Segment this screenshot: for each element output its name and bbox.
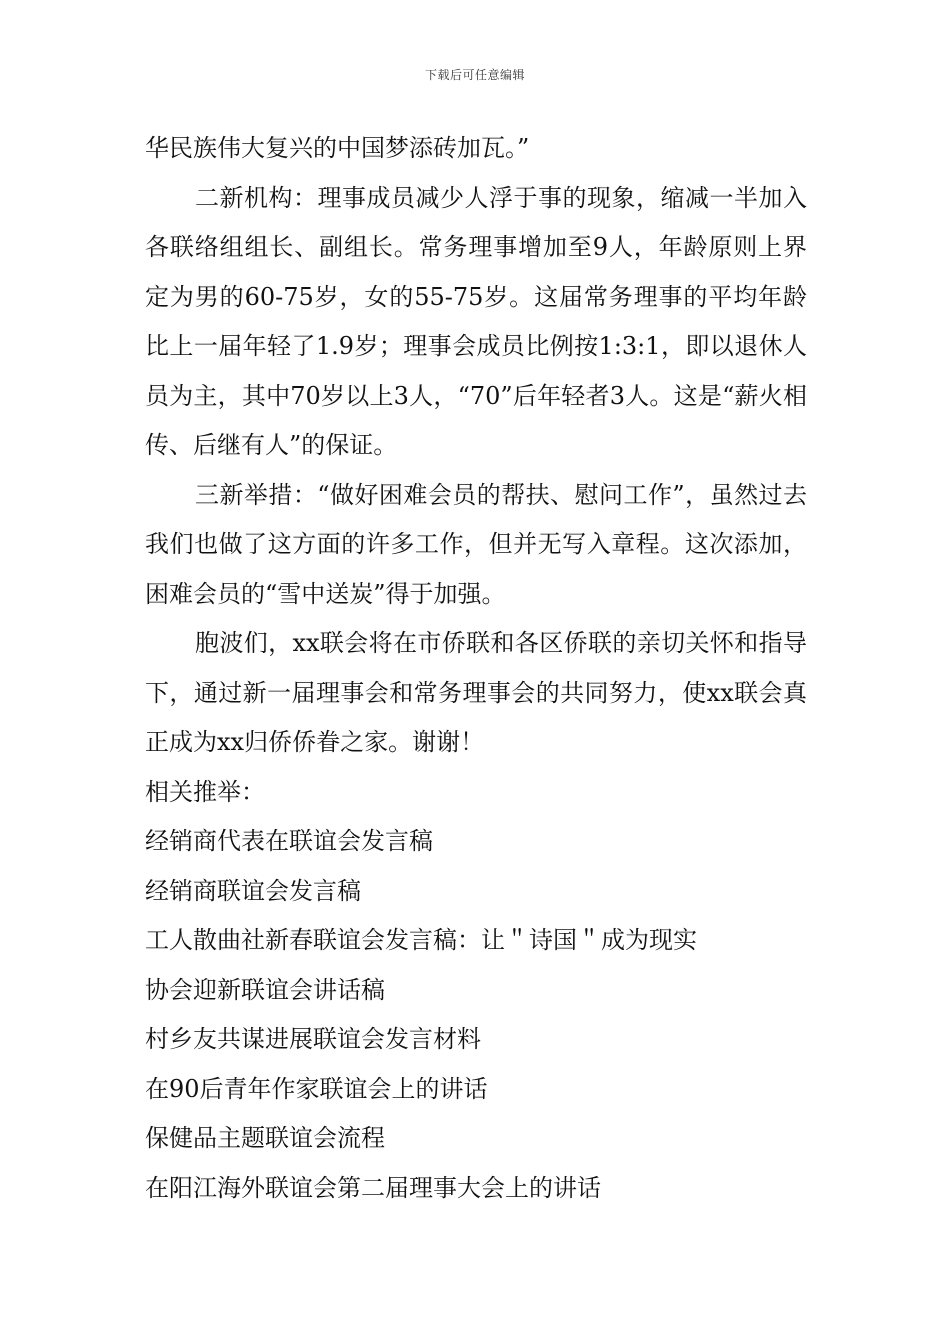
paragraph-continuation: 华民族伟大复兴的中国梦添砖加瓦。” [145, 134, 530, 162]
page-header-note: 下载后可任意编辑 [424, 68, 525, 82]
paragraph-closing: 胞波们，xx联会将在市侨联和各区侨联的亲切关怀和指导下，通过新一届理事会和常务理事会的共同努力，使xx联会真正成为xx归侨侨眷之家。谢谢！ [145, 629, 807, 756]
related-item: 保健品主题联谊会流程 [145, 1124, 385, 1152]
related-item: 经销商联谊会发言稿 [145, 876, 361, 905]
related-item: 经销商代表在联谊会发言稿 [145, 827, 433, 855]
related-item: 工人散曲社新春联谊会发言稿：让＂诗国＂成为现实 [145, 926, 697, 954]
related-item: 在90后青年作家联谊会上的讲话 [145, 1074, 488, 1103]
related-item: 村乡友共谋进展联谊会发言材料 [145, 1025, 481, 1053]
related-heading: 相关推举： [145, 777, 265, 806]
document-body [145, 124, 807, 1213]
paragraph-new-organization: 二新机构：理事成员减少人浮于事的现象，缩减一半加入各联络组组长、副组长。常务理事增加至9人，年龄原则上界定为男的60-75岁，女的55-75岁。这届常务理事的平均年龄比上一届年轻了1.9岁；理事会成员比例按1:3:1，即以退休人员为主，其中70岁以上3人，“70”后年轻者3人。这是“薪火相传、后继有人”的保证。 [145, 183, 807, 459]
paragraph-new-measures: 三新举措：“做好困难会员的帮扶、慰问工作”，虽然过去我们也做了这方面的许多工作，但并无写入章程。这次添加，困难会员的“雪中送炭”得于加强。 [145, 480, 807, 608]
related-item: 在阳江海外联谊会第二届理事大会上的讲话 [145, 1173, 601, 1202]
related-item: 协会迎新联谊会讲话稿 [145, 975, 385, 1004]
